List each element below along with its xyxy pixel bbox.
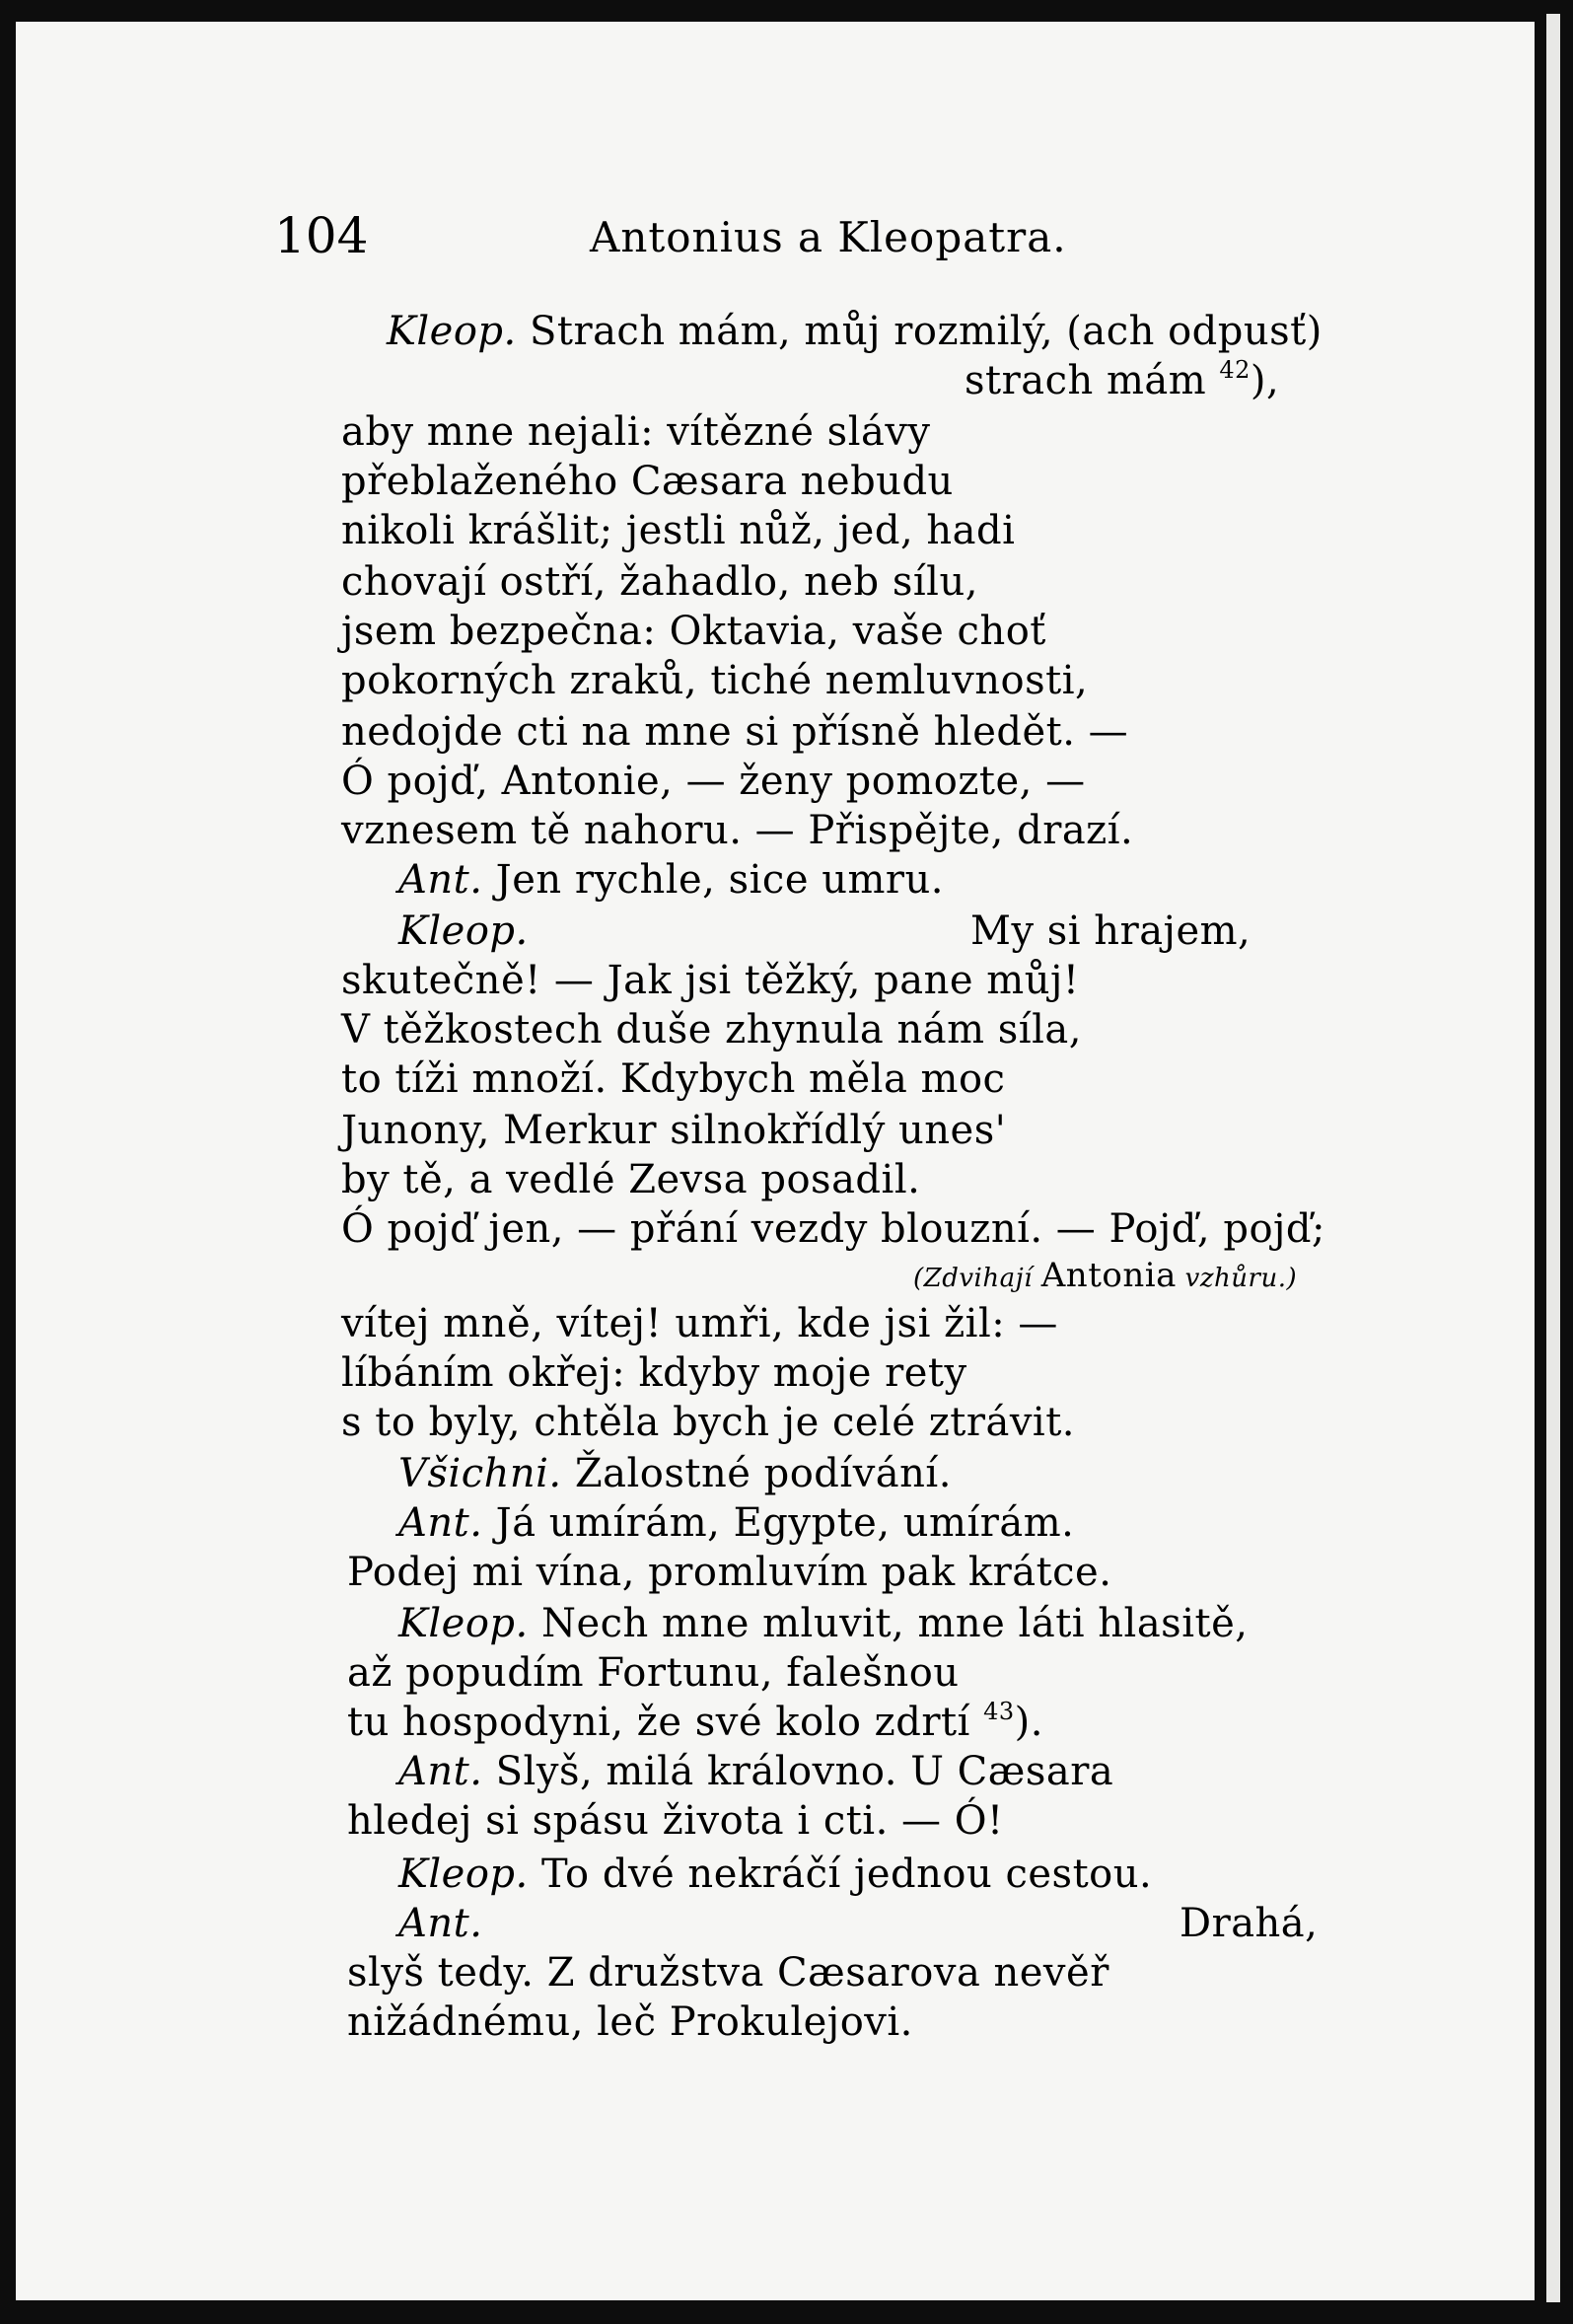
verse-line: Drahá, xyxy=(1180,1901,1319,1946)
verse-line: tu hospodyni, že své kolo zdrtí $^{43}$). xyxy=(347,1698,1043,1745)
verse-line: hledej si spásu života i cti. — Ó! xyxy=(347,1798,1004,1844)
verse-line: Ant. Jen rychle, sice umru. xyxy=(398,857,945,903)
running-title: Antonius a Kleopatra. xyxy=(590,213,1067,261)
verse-line: Ant. Já umírám, Egypte, umírám. xyxy=(398,1500,1075,1546)
speaker-name: Ant. xyxy=(398,1901,483,1946)
speaker-name: Ant. xyxy=(398,1749,483,1794)
verse-line: vznesem tě nahoru. — Přispějte, drazí. xyxy=(341,808,1134,853)
verse-line: Kleop. Nech mne mluvit, mne láti hlasitě, xyxy=(398,1601,1249,1646)
speaker-name: Všichni. xyxy=(398,1451,562,1496)
verse-line: nikoli krášlit; jestli nůž, jed, hadi xyxy=(341,508,1016,553)
verse-line xyxy=(398,1901,483,1946)
verse-line: pokorných zraků, tiché nemluvnosti, xyxy=(341,658,1089,703)
verse-line: s to byly, chtěla bych je celé ztrávit. xyxy=(341,1400,1076,1445)
verse-line: skutečně! — Jak jsi těžký, pane můj! xyxy=(341,958,1080,1003)
verse-line: Všichni. Žalostné podívání. xyxy=(398,1451,952,1496)
verse-line: Ó pojď, Antonie, — ženy pomozte, — xyxy=(341,759,1086,804)
page-number: 104 xyxy=(274,207,369,264)
speaker-name: Ant. xyxy=(398,857,483,903)
speaker-name: Kleop. xyxy=(387,309,517,354)
verse-line: by tě, a vedlé Zevsa posadil. xyxy=(341,1157,921,1202)
verse-line: Ó pojď jen, — přání vezdy blouzní. — Pojď, pojď; xyxy=(341,1206,1326,1252)
verse-line: strach mám $^{42}$), xyxy=(965,356,1280,403)
speaker-name: Kleop. xyxy=(398,908,529,954)
page-edge xyxy=(1546,14,1560,2302)
verse-line: slyš tedy. Z družstva Cæsarova nevěř xyxy=(347,1950,1109,1996)
verse-line: nedojde cti na mne si přísně hledět. — xyxy=(341,709,1129,755)
footnote-ref: 42 xyxy=(1219,356,1251,384)
verse-line: aby mne nejali: vítězné slávy xyxy=(341,409,931,455)
verse-line: Kleop. To dvé nekráčí jednou cestou. xyxy=(398,1852,1153,1897)
verse-line: Kleop. Strach mám, můj rozmilý, (ach odpusť) xyxy=(387,309,1323,354)
speaker-name: Ant. xyxy=(398,1500,483,1546)
verse-line xyxy=(398,908,529,954)
speaker-name: Kleop. xyxy=(398,1601,529,1646)
verse-line: to tíži množí. Kdybych měla moc xyxy=(341,1056,1006,1102)
verse-line: nižádnému, leč Prokulejovi. xyxy=(347,1999,913,2045)
verse-line: V těžkostech duše zhynula nám síla, xyxy=(341,1007,1082,1053)
verse-line: přeblaženého Cæsara nebudu xyxy=(341,459,954,504)
verse-line: Junony, Merkur silnokřídlý unes' xyxy=(341,1108,1007,1153)
verse-line: až popudím Fortunu, falešnou xyxy=(347,1650,960,1696)
verse-line: líbáním okřej: kdyby moje rety xyxy=(341,1350,967,1396)
verse-line: vítej mně, vítej! umři, kde jsi žil: — xyxy=(341,1301,1058,1346)
speaker-name: Kleop. xyxy=(398,1852,529,1897)
verse-line: jsem bezpečna: Oktavia, vaše choť xyxy=(341,609,1046,654)
footnote-ref: 43 xyxy=(983,1698,1015,1725)
verse-line: chovají ostří, žahadlo, neb sílu, xyxy=(341,559,978,605)
stage-direction: (Zdvihají Antonia vzhůru.) xyxy=(913,1256,1298,1295)
verse-line: Ant. Slyš, milá královno. U Cæsara xyxy=(398,1749,1114,1794)
verse-line: My si hrajem, xyxy=(970,908,1251,954)
verse-line: Podej mi vína, promluvím pak krátce. xyxy=(347,1550,1112,1595)
